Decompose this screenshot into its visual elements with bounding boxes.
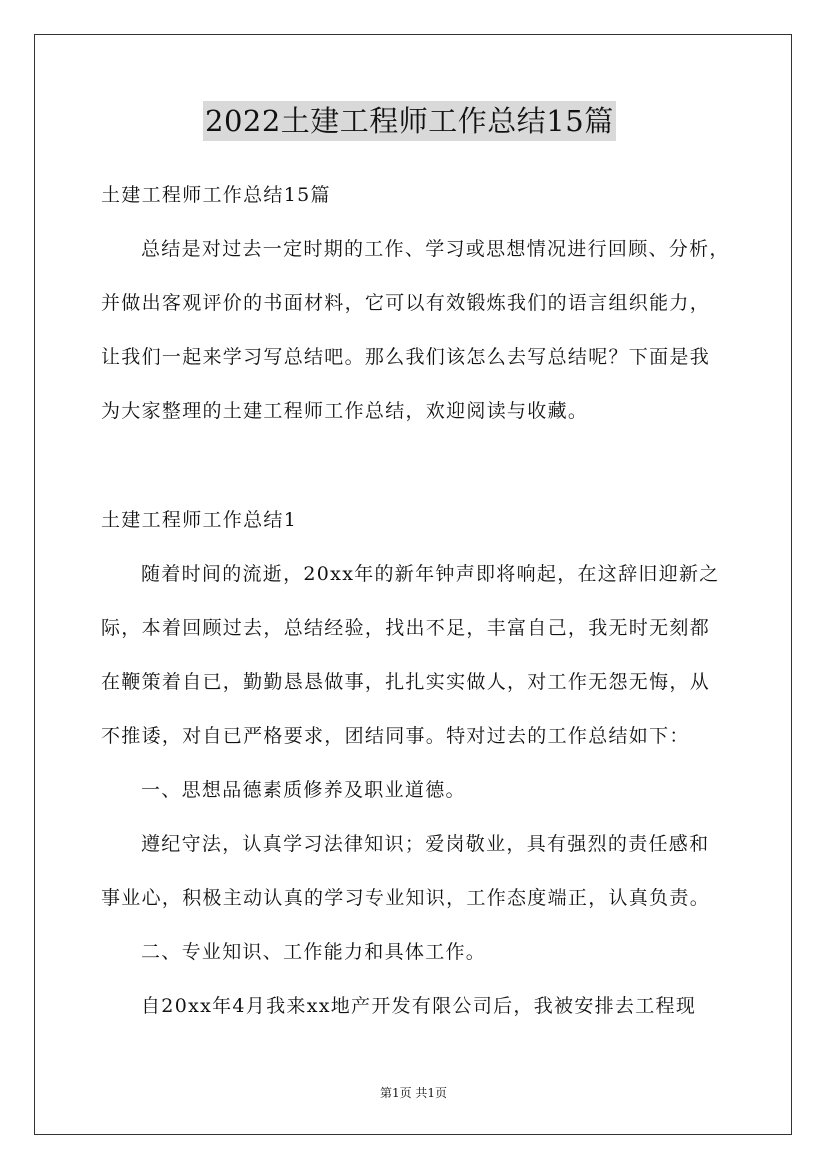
section-heading: 土建工程师工作总结1: [101, 509, 298, 531]
intro-line: 为大家整理的土建工程师工作总结，欢迎阅读与收藏。: [101, 400, 589, 422]
intro-line: 让我们一起来学习写总结吧。那么我们该怎么去写总结呢？下面是我: [101, 346, 711, 368]
document-subtitle: 土建工程师工作总结15篇: [101, 184, 331, 206]
page-footer: 第1页 共1页: [379, 1086, 448, 1100]
body-line: 不推诿，对自已严格要求，团结同事。特对过去的工作总结如下：: [101, 725, 690, 747]
body-line: 自20xx年4月我来xx地产开发有限公司后，我被安排去工程现: [141, 995, 697, 1017]
body-line: 随着时间的流逝，20xx年的新年钟声即将响起，在这辞旧迎新之: [141, 563, 720, 585]
document-title: 2022土建工程师工作总结15篇: [203, 101, 616, 141]
body-line: 事业心，积极主动认真的学习专业知识，工作态度端正，认真负责。: [101, 887, 711, 909]
intro-line: 总结是对过去一定时期的工作、学习或思想情况进行回顾、分析，: [141, 238, 730, 260]
intro-line: 并做出客观评价的书面材料，它可以有效锻炼我们的语言组织能力，: [101, 292, 711, 314]
body-line: 遵纪守法，认真学习法律知识；爱岗敬业，具有强烈的责任感和: [141, 833, 710, 855]
body-line: 在鞭策着自已，勤勤恳恳做事，扎扎实实做人，对工作无怨无悔，从: [101, 671, 711, 693]
body-line: 际，本着回顾过去，总结经验，找出不足，丰富自己，我无时无刻都: [101, 617, 711, 639]
body-line: 二、专业知识、工作能力和具体工作。: [141, 941, 487, 963]
body-line: 一、思想品德素质修养及职业道德。: [141, 779, 466, 801]
